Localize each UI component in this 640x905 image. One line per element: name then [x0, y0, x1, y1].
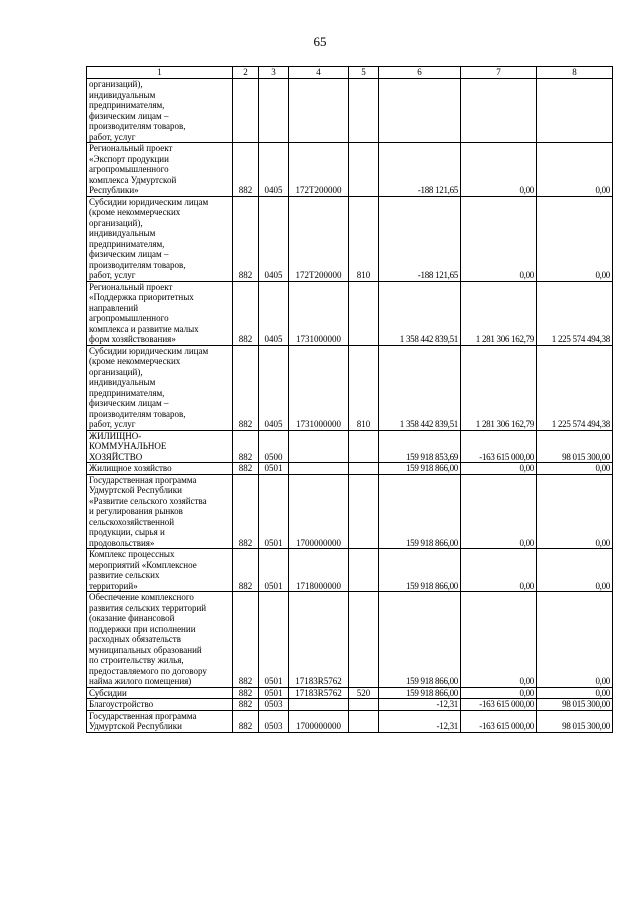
amount-col8: 1 225 574 494,38 [537, 345, 613, 430]
section-code: 0501 [259, 463, 289, 475]
grbs-code: 882 [233, 143, 259, 197]
section-code: 0501 [259, 474, 289, 549]
amount-col7: -163 615 000,00 [461, 710, 537, 732]
target-code [289, 699, 349, 711]
amount-col8: 98 015 300,00 [537, 430, 613, 463]
row-name: Региональный проект «Поддержка приоритетных направлений агропромышленного комплекса и развитие малых форм хозяйствования» [87, 281, 233, 345]
grbs-code: 882 [233, 281, 259, 345]
grbs-code: 882 [233, 699, 259, 711]
expense-type-code [349, 79, 379, 143]
target-code: 17183R5762 [289, 687, 349, 699]
expense-type-code: 520 [349, 687, 379, 699]
section-code: 0501 [259, 592, 289, 688]
section-code: 0503 [259, 710, 289, 732]
column-header: 3 [259, 67, 289, 79]
expense-type-code [349, 474, 379, 549]
column-header: 4 [289, 67, 349, 79]
row-name: Региональный проект «Экспорт продукции агропромышленного комплекса Удмуртской Республики» [87, 143, 233, 197]
amount-col7: 0,00 [461, 143, 537, 197]
table-row [87, 196, 613, 281]
table-row [87, 699, 613, 711]
column-header: 2 [233, 67, 259, 79]
amount-col8: 98 015 300,00 [537, 699, 613, 711]
row-name: Субсидии юридическим лицам (кроме некоммерческих организаций), индивидуальным предпринимателям, физическим лицам – производителям товаров, работ, услуг [87, 345, 233, 430]
amount-col8 [537, 79, 613, 143]
amount-col8: 0,00 [537, 196, 613, 281]
row-name: ЖИЛИЩНО- КОММУНАЛЬНОЕ ХОЗЯЙСТВО [87, 430, 233, 463]
row-name: Благоустройство [87, 699, 233, 711]
amount-col8: 0,00 [537, 474, 613, 549]
grbs-code: 882 [233, 687, 259, 699]
section-code: 0405 [259, 196, 289, 281]
amount-col7: 0,00 [461, 687, 537, 699]
row-name: Жилищное хозяйство [87, 463, 233, 475]
amount-col6: 159 918 866,00 [379, 592, 461, 688]
section-code: 0405 [259, 143, 289, 197]
expense-type-code [349, 699, 379, 711]
target-code: 17183R5762 [289, 592, 349, 688]
amount-col8: 0,00 [537, 463, 613, 475]
target-code: 1731000000 [289, 345, 349, 430]
amount-col6: 1 358 442 839,51 [379, 345, 461, 430]
column-header: 8 [537, 67, 613, 79]
grbs-code: 882 [233, 549, 259, 592]
amount-col7: -163 615 000,00 [461, 699, 537, 711]
target-code: 172T200000 [289, 196, 349, 281]
amount-col7: 0,00 [461, 549, 537, 592]
expense-type-code [349, 430, 379, 463]
section-code: 0503 [259, 699, 289, 711]
expense-type-code: 810 [349, 345, 379, 430]
grbs-code: 882 [233, 430, 259, 463]
grbs-code: 882 [233, 710, 259, 732]
table-row [87, 687, 613, 699]
amount-col6: -188 121,65 [379, 196, 461, 281]
amount-col7: 0,00 [461, 474, 537, 549]
section-code [259, 79, 289, 143]
expense-type-code [349, 592, 379, 688]
amount-col6: 159 918 866,00 [379, 474, 461, 549]
column-header: 5 [349, 67, 379, 79]
section-code: 0405 [259, 281, 289, 345]
target-code [289, 79, 349, 143]
amount-col8: 0,00 [537, 143, 613, 197]
table-row [87, 474, 613, 549]
target-code [289, 430, 349, 463]
row-name: Обеспечение комплексного развития сельских территорий (оказание финансовой поддержки при исполнении расходных обязательств муниципальных образований по строительству жилья, предоставляемого по договору найма жилого помещения) [87, 592, 233, 688]
table-row [87, 549, 613, 592]
amount-col7: 0,00 [461, 463, 537, 475]
table-row [87, 143, 613, 197]
target-code [289, 463, 349, 475]
amount-col8: 1 225 574 494,38 [537, 281, 613, 345]
row-name: организаций), индивидуальным предпринимателям, физическим лицам – производителям товаров, работ, услуг [87, 79, 233, 143]
row-name: Субсидии [87, 687, 233, 699]
grbs-code: 882 [233, 463, 259, 475]
row-name: Государственная программа Удмуртской Республики «Развитие сельского хозяйства и регулирования рынков сельскохозяйственной продукции, сырья и продовольствия» [87, 474, 233, 549]
amount-col7: 0,00 [461, 196, 537, 281]
amount-col6: -188 121,65 [379, 143, 461, 197]
column-header: 1 [87, 67, 233, 79]
amount-col6: 159 918 866,00 [379, 549, 461, 592]
amount-col8: 0,00 [537, 592, 613, 688]
grbs-code [233, 79, 259, 143]
row-name: Субсидии юридическим лицам (кроме некоммерческих организаций), индивидуальным предпринимателям, физическим лицам – производителям товаров, работ, услуг [87, 196, 233, 281]
column-header: 7 [461, 67, 537, 79]
amount-col7 [461, 79, 537, 143]
table-row [87, 430, 613, 463]
grbs-code: 882 [233, 474, 259, 549]
row-name: Комплекс процессных мероприятий «Комплексное развитие сельских территорий» [87, 549, 233, 592]
amount-col8: 98 015 300,00 [537, 710, 613, 732]
amount-col7: 0,00 [461, 592, 537, 688]
amount-col8: 0,00 [537, 687, 613, 699]
table-row [87, 345, 613, 430]
budget-table [86, 66, 613, 733]
section-code: 0501 [259, 549, 289, 592]
amount-col7: 1 281 306 162,79 [461, 281, 537, 345]
header-row [87, 67, 613, 79]
amount-col8: 0,00 [537, 549, 613, 592]
amount-col6: -12,31 [379, 699, 461, 711]
page-number: 65 [313, 34, 327, 49]
expense-type-code [349, 463, 379, 475]
section-code: 0500 [259, 430, 289, 463]
amount-col6: 159 918 853,69 [379, 430, 461, 463]
table-row [87, 592, 613, 688]
expense-type-code [349, 281, 379, 345]
column-header: 6 [379, 67, 461, 79]
table-row [87, 710, 613, 732]
amount-col6 [379, 79, 461, 143]
expense-type-code [349, 710, 379, 732]
amount-col6: -12,31 [379, 710, 461, 732]
expense-type-code [349, 143, 379, 197]
section-code: 0405 [259, 345, 289, 430]
grbs-code: 882 [233, 345, 259, 430]
target-code: 1700000000 [289, 474, 349, 549]
expense-type-code: 810 [349, 196, 379, 281]
expense-type-code [349, 549, 379, 592]
amount-col7: -163 615 000,00 [461, 430, 537, 463]
table-row [87, 463, 613, 475]
target-code: 1731000000 [289, 281, 349, 345]
target-code: 1700000000 [289, 710, 349, 732]
amount-col6: 1 358 442 839,51 [379, 281, 461, 345]
target-code: 172T200000 [289, 143, 349, 197]
grbs-code: 882 [233, 592, 259, 688]
amount-col6: 159 918 866,00 [379, 463, 461, 475]
grbs-code: 882 [233, 196, 259, 281]
target-code: 1718000000 [289, 549, 349, 592]
amount-col7: 1 281 306 162,79 [461, 345, 537, 430]
table-row [87, 79, 613, 143]
row-name: Государственная программа Удмуртской Республики [87, 710, 233, 732]
amount-col6: 159 918 866,00 [379, 687, 461, 699]
section-code: 0501 [259, 687, 289, 699]
table-row [87, 281, 613, 345]
